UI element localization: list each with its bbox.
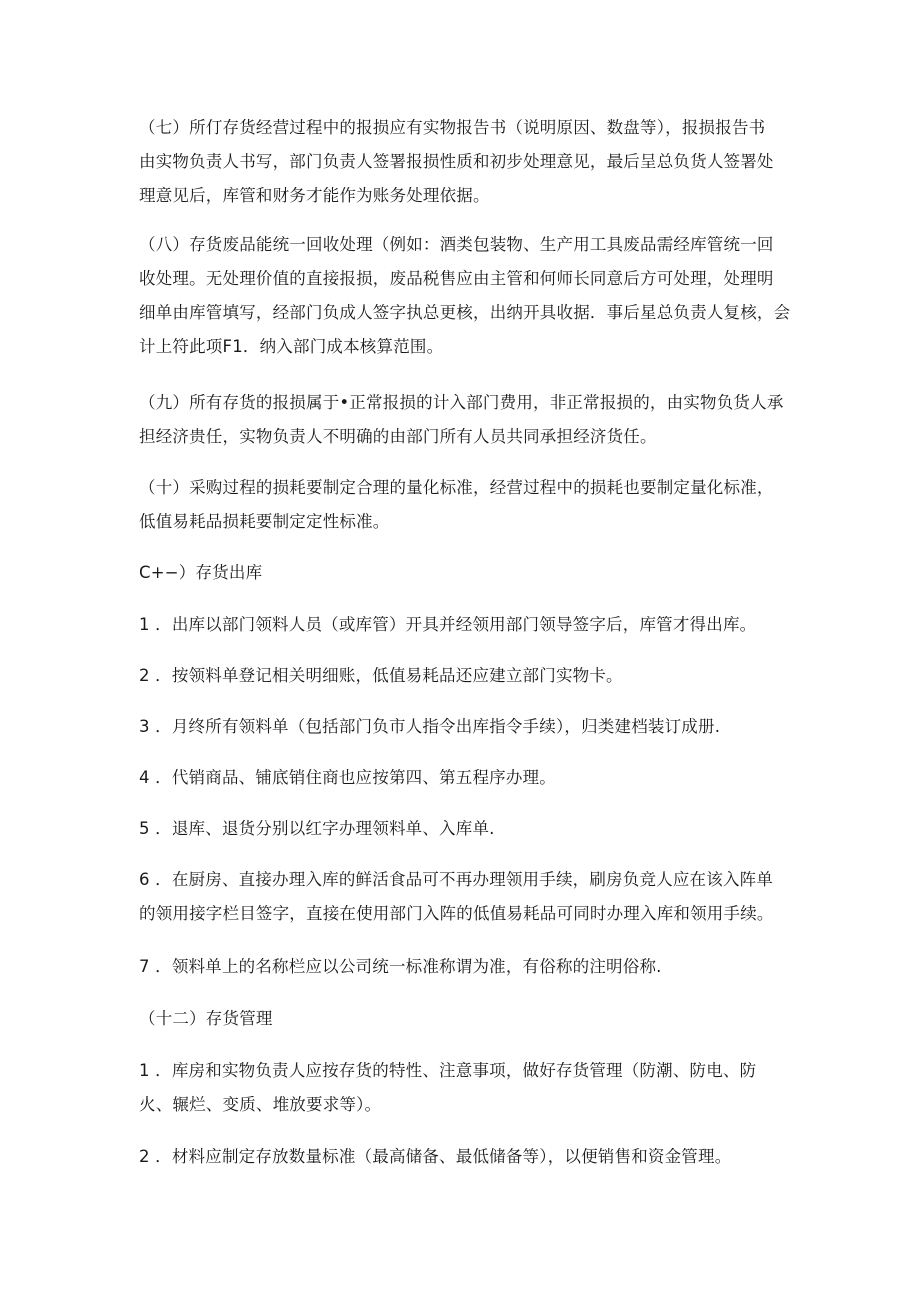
list-item	[139, 863, 789, 931]
list-item	[139, 659, 789, 693]
text-line: （七）所仃存货经营过程中的报损应有实物报告书（说明原因、数盘等），报损报告书	[139, 118, 766, 137]
paragraph-7	[139, 111, 789, 213]
text-line: 收处理。无处理价值的直接报损，废品税售应由主管和何师长同意后方可处理，处理明	[139, 269, 774, 288]
section-heading-inventory-management	[139, 1002, 789, 1036]
text-line: 由实物负责人书写，部门负责人签署报损性质和初步处理意见，最后呈总负货人签署处	[139, 152, 774, 171]
list-item	[139, 608, 789, 642]
paragraph-10	[139, 471, 789, 539]
text-line: （十）采购过程的损耗要制定合理的量化标准，经营过程中的损耗也要制定量化标准，	[139, 478, 774, 497]
text-line: 5 ．退库、退货分别以红字办理领料单、入库单.	[139, 819, 495, 838]
text-line: （九）所有存货的报损属于•正常报损的计入部门费用，非正常报损的，由实物负货人承	[139, 393, 784, 412]
list-item	[139, 950, 789, 984]
text-line: 火、辗烂、变质、堆放要求等）。	[139, 1095, 382, 1114]
paragraph-8	[139, 228, 789, 364]
text-line: C+−）存货出库	[139, 563, 263, 582]
section-heading-outbound	[139, 556, 789, 590]
text-line: 2 ．按领料单登记相关明细账，低值易耗品还应建立部门实物卡。	[139, 666, 623, 685]
list-item	[139, 761, 789, 795]
text-line: 1 ．出库以部门领料人员（或库管）开具并经领用部门领导签字后，库管才得出库。	[139, 615, 757, 634]
text-line: 4 ．代销商品、铺底销住商也应按第四、第五程序办理。	[139, 768, 556, 787]
text-line: 3 ．月终所有领料单（包括部门负市人指令出库指令手续），归类建档装订成册.	[139, 717, 721, 736]
text-line: 1 ．库房和实物负责人应按存货的特性、注意事项，做好存货管理（防潮、防电、防	[139, 1061, 757, 1080]
text-line: 7 ．领料单上的名称栏应以公司统一标准称谓为准，有俗称的注明俗称.	[139, 957, 662, 976]
text-line: 6 ．在厨房、直接办理入库的鲜活食品可不再办理领用手续，刷房负竞人应在该入阵单	[139, 870, 774, 889]
list-item	[139, 1140, 789, 1174]
text-line: 低值易耗品损耗要制定定性标准。	[139, 512, 390, 531]
text-line: 2 ．材料应制定存放数量标准（最高储备、最低储备等），以便销售和资金管理。	[139, 1147, 732, 1166]
list-item	[139, 1054, 789, 1122]
text-line: 的领用接字栏目签字，直接在使用部门入阵的低值易耗品可同时办理入库和领用手续。	[139, 904, 774, 923]
list-item	[139, 812, 789, 846]
text-line: 理意见后，库管和财务才能作为账务处理依据。	[139, 186, 490, 205]
text-line: 担经济贵任，实物负责人不明确的由部门所有人员共同承担经济货任。	[139, 427, 657, 446]
text-line: （十二）存货管理	[139, 1009, 273, 1028]
text-line: （八）存货废品能统一回收处理（例如：酒类包装物、生产用工具废品需经库管统一回	[139, 235, 774, 254]
text-line: 计上符此项F1．纳入部门成本核算范围。	[139, 337, 444, 356]
text-line: 细单由库管填写，经部门负成人签字执总更核，出纳开具收据．事后星总负责人复核，会	[139, 303, 791, 322]
paragraph-9	[139, 386, 789, 454]
list-item	[139, 710, 789, 744]
